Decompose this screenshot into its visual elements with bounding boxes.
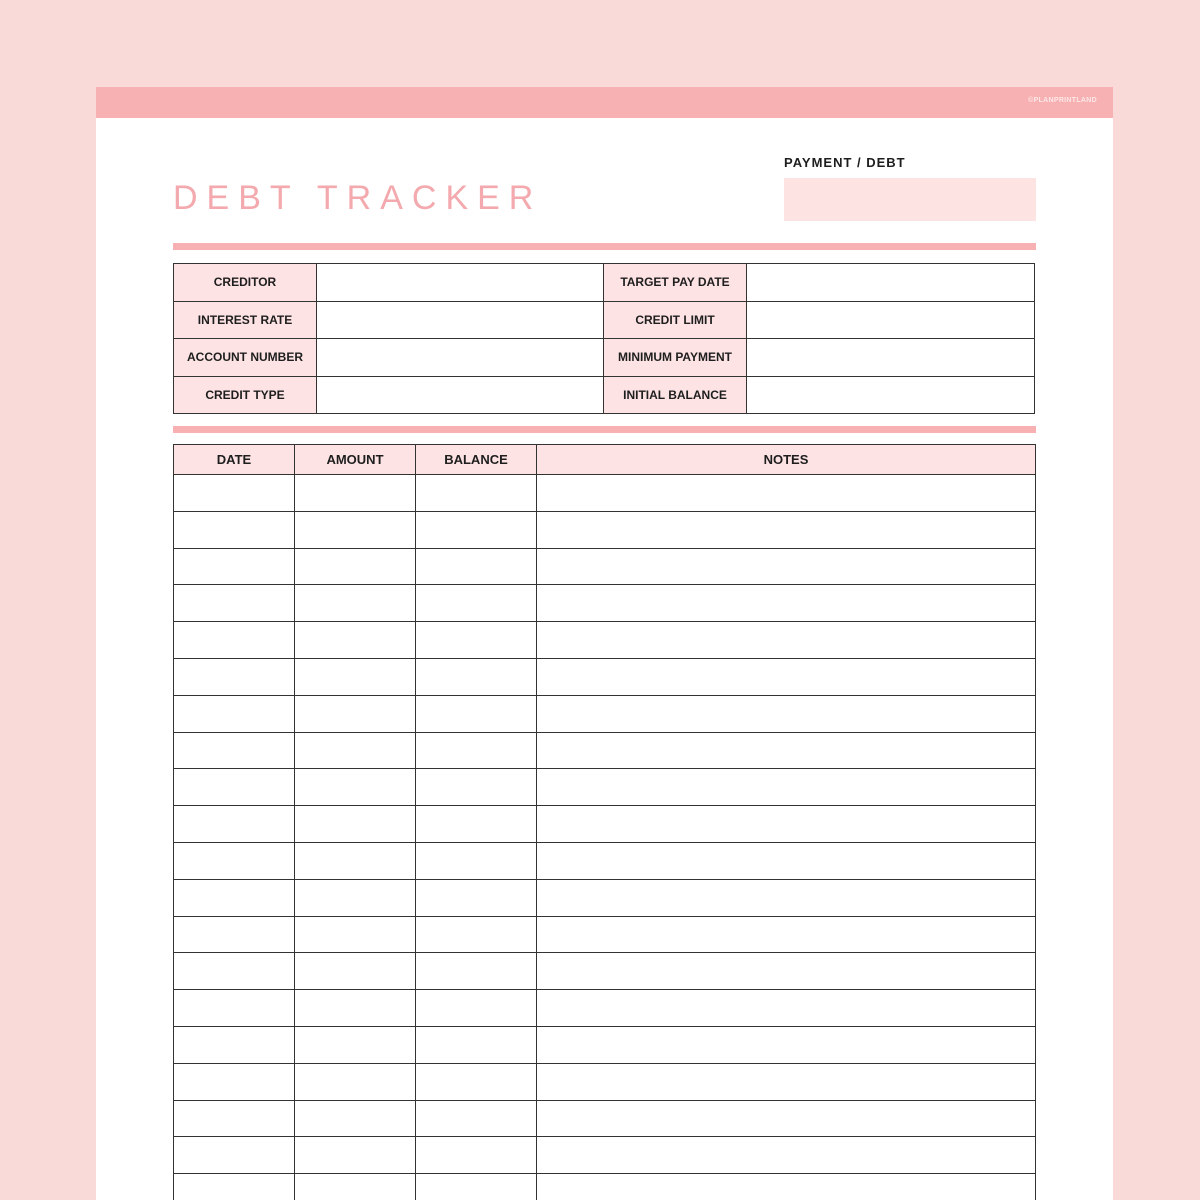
divider-middle [173,426,1036,433]
amount-cell[interactable] [295,658,416,695]
top-banner [96,87,1113,118]
info-value-field[interactable] [317,339,604,377]
amount-cell[interactable] [295,879,416,916]
balance-cell[interactable] [416,1100,537,1137]
balance-cell[interactable] [416,842,537,879]
info-value-field[interactable] [317,301,604,339]
notes-cell[interactable] [537,548,1036,585]
date-cell[interactable] [174,806,295,843]
amount-cell[interactable] [295,475,416,512]
info-row [174,264,1035,302]
info-row [174,376,1035,414]
info-value-field[interactable] [317,264,604,302]
date-cell[interactable] [174,879,295,916]
column-header-amount: AMOUNT [295,445,416,475]
info-value-field[interactable] [747,376,1035,414]
balance-cell[interactable] [416,806,537,843]
column-header-notes: NOTES [537,445,1036,475]
amount-cell[interactable] [295,1137,416,1174]
notes-cell[interactable] [537,953,1036,990]
amount-cell[interactable] [295,511,416,548]
info-row [174,301,1035,339]
balance-cell[interactable] [416,658,537,695]
balance-cell[interactable] [416,1063,537,1100]
notes-cell[interactable] [537,585,1036,622]
info-label: MINIMUM PAYMENT [604,339,747,377]
amount-cell[interactable] [295,916,416,953]
table-row [174,695,1036,732]
date-cell[interactable] [174,585,295,622]
payment-log-table [173,444,1036,1200]
table-row [174,511,1036,548]
date-cell[interactable] [174,732,295,769]
notes-cell[interactable] [537,916,1036,953]
balance-cell[interactable] [416,622,537,659]
amount-cell[interactable] [295,622,416,659]
info-label: CREDITOR [174,264,317,302]
date-cell[interactable] [174,622,295,659]
info-label: INITIAL BALANCE [604,376,747,414]
notes-cell[interactable] [537,1063,1036,1100]
balance-cell[interactable] [416,1026,537,1063]
balance-cell[interactable] [416,695,537,732]
amount-cell[interactable] [295,1174,416,1200]
table-row [174,916,1036,953]
notes-cell[interactable] [537,732,1036,769]
info-value-field[interactable] [747,264,1035,302]
debt-tracker-page [96,87,1113,1200]
table-row [174,990,1036,1027]
date-cell[interactable] [174,916,295,953]
table-row [174,732,1036,769]
date-cell[interactable] [174,953,295,990]
info-label: ACCOUNT NUMBER [174,339,317,377]
info-label: CREDIT LIMIT [604,301,747,339]
balance-cell[interactable] [416,879,537,916]
table-row [174,842,1036,879]
copyright-text: ©PLANPRINTLAND [1028,97,1097,104]
date-cell[interactable] [174,1174,295,1200]
amount-cell[interactable] [295,953,416,990]
amount-cell[interactable] [295,806,416,843]
notes-cell[interactable] [537,1100,1036,1137]
balance-cell[interactable] [416,769,537,806]
balance-cell[interactable] [416,916,537,953]
table-row [174,769,1036,806]
notes-cell[interactable] [537,511,1036,548]
balance-cell[interactable] [416,1174,537,1200]
date-cell[interactable] [174,990,295,1027]
notes-cell[interactable] [537,879,1036,916]
amount-cell[interactable] [295,1100,416,1137]
balance-cell[interactable] [416,990,537,1027]
balance-cell[interactable] [416,548,537,585]
amount-cell[interactable] [295,732,416,769]
table-row [174,806,1036,843]
amount-cell[interactable] [295,695,416,732]
table-row [174,1026,1036,1063]
notes-cell[interactable] [537,475,1036,512]
balance-cell[interactable] [416,1137,537,1174]
notes-cell[interactable] [537,622,1036,659]
table-row [174,622,1036,659]
notes-cell[interactable] [537,806,1036,843]
table-row [174,1100,1036,1137]
notes-cell[interactable] [537,990,1036,1027]
amount-cell[interactable] [295,1063,416,1100]
table-row [174,1137,1036,1174]
table-row [174,1063,1036,1100]
amount-cell[interactable] [295,842,416,879]
column-header-date: DATE [174,445,295,475]
amount-cell[interactable] [295,769,416,806]
table-row [174,548,1036,585]
amount-cell[interactable] [295,548,416,585]
table-row [174,585,1036,622]
notes-cell[interactable] [537,769,1036,806]
notes-cell[interactable] [537,1026,1036,1063]
table-row [174,953,1036,990]
date-cell[interactable] [174,548,295,585]
notes-cell[interactable] [537,695,1036,732]
info-value-field[interactable] [317,376,604,414]
amount-cell[interactable] [295,1026,416,1063]
date-cell[interactable] [174,769,295,806]
debt-info-table [173,263,1035,414]
balance-cell[interactable] [416,585,537,622]
date-cell[interactable] [174,842,295,879]
amount-cell[interactable] [295,990,416,1027]
table-row [174,658,1036,695]
date-cell[interactable] [174,695,295,732]
table-row [174,475,1036,512]
date-cell[interactable] [174,511,295,548]
balance-cell[interactable] [416,732,537,769]
notes-cell[interactable] [537,658,1036,695]
date-cell[interactable] [174,475,295,512]
date-cell[interactable] [174,1100,295,1137]
balance-cell[interactable] [416,953,537,990]
info-value-field[interactable] [747,301,1035,339]
notes-cell[interactable] [537,842,1036,879]
date-cell[interactable] [174,1026,295,1063]
notes-cell[interactable] [537,1174,1036,1200]
page-title: DEBT TRACKER [173,179,543,217]
log-header-row [174,445,1036,475]
date-cell[interactable] [174,658,295,695]
amount-cell[interactable] [295,585,416,622]
table-row [174,879,1036,916]
column-header-balance: BALANCE [416,445,537,475]
payment-debt-field[interactable] [784,178,1036,221]
notes-cell[interactable] [537,1137,1036,1174]
date-cell[interactable] [174,1137,295,1174]
info-label: CREDIT TYPE [174,376,317,414]
info-label: INTEREST RATE [174,301,317,339]
date-cell[interactable] [174,1063,295,1100]
divider-top [173,243,1036,250]
info-value-field[interactable] [747,339,1035,377]
payment-debt-label: PAYMENT / DEBT [784,155,906,170]
balance-cell[interactable] [416,511,537,548]
info-row [174,339,1035,377]
table-row [174,1174,1036,1200]
info-label: TARGET PAY DATE [604,264,747,302]
balance-cell[interactable] [416,475,537,512]
